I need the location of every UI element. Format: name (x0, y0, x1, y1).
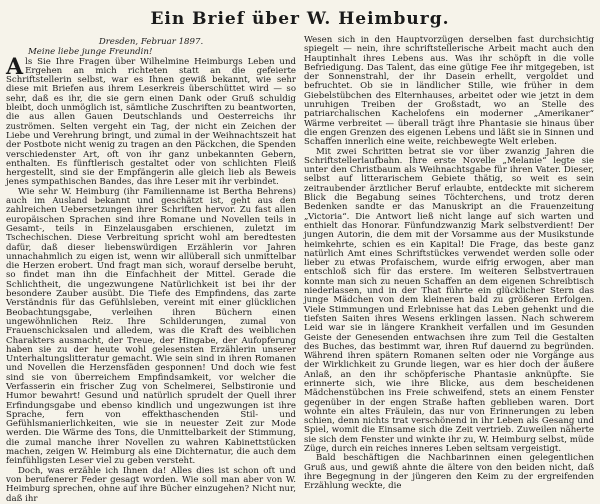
left-paragraph-3: Doch, was erzähle ich Ihnen da! Alles dies ist schon oft und von berufenerer Feder gesagt worden. Wie soll man aber von W. Heimburg sprechen, ohne auf ihre Bücher einzugehen? Nicht nur, daß ihr (6, 465, 296, 504)
left-paragraph-2: Wie sehr W. Heimburg (ihr Familienname ist Bertha Behrens) auch im Ausland bekannt und geschätzt ist, geht aus den zahlreichen Uebersetzungen ihrer Schriften hervor. Zu fast allen europäischen Sprachen sind ihre Romane und Novellen teils in Gesamt-, teils in Einzelausgaben erschienen, zuletzt im Tschechischen. Diese Verbreitung spricht wohl am beredtesten dafür, daß dieser liebenswürdigen Erzählerin vor Jahren unnachahmlich zu eigen ist, wenn wir allüberall sich unmittelbar die Herzen erobert. Und fragt man sich, worauf derselbe beruht, so findet man ihn die Einfachheit der Mittel. Gerade die Schlichtheit, die ungezwungene Natürlichkeit ist bei ihr der besondere Zauber ausübt. Die Tiefe des Empfindens, das zarte Verständnis für das Gefühlsleben, vereint mit einer glücklichen Beobachtungsgabe, verleihen ihren Büchern einen ungewöhnlichen Reiz. Ihre Schilderungen, zumal von Frauenschicksalen und alledem, was die Kraft des weiblichen Charakters ausmacht, der Treue, der Hingabe, der Aufopferung haben sie zu der heute wohl gelesensten Erzählerin unserer Unterhaltungslitteratur gemacht. Wie sein sind in ihren Romanen und Novellen die Herzensfäden gesponnen! Und doch wie fest sind sie von überreichem Empfindsamkeit, vor welcher die Verfasserin ein frischer Zug von Schelmerei, Selbstironie und Humor bewahrt! Gesund und natürlich sprudelt der Quell ihrer Erfindungsgabe und ebenso kindlich und ungezwungen ist ihre Sprache, fern von effekthaschenden Stil- und Gefühlsmanierlichkeiten, wie sie in neuester Zeit zur Mode werden. Die Wärme des Tons, die Unmittelbarkeit der Stimmung, die zumal manche ihrer Novellen zu wahren Kabinettstücken machen, zeigen W. Heimburg als eine Dichternatur, die auch dem feinfühligsten Leser viel zu geben versteht. (6, 186, 296, 467)
right-paragraph-3: Bald beschäftigen die Nachbarinnen einen gelegentlichen Gruß aus, und gewiß ahnte die ältere von den beiden nicht, daß ihre Begegnung in der jüngeren den Keim zu der ergreifenden Erzählung weckte, die (304, 453, 594, 492)
dateline: Dresden, Februar 1897. (98, 37, 204, 47)
right-column (304, 35, 594, 492)
left-paragraph-1: Als Sie Ihre Fragen über Wilhelmine Heimburgs Leben und Ergehen an mich richteten statt an die gefeierte Schriftstellerin selbst, war es Ihnen gewiß bekannt, wie sehr diese mit Briefen aus ihrem Leserkreis überschüttet wird — so sehr, daß es ihr, die sie gern einen Dank oder Gruß schuldig bleibt, doch unmöglich ist, sämtliche Zuschriften zu beantworten, die aus allen Gauen Deutschlands und Oesterreichs ihr zuströmen. Selten vergeht ein Tag, der nicht ein Zeichen der Liebe und Verehrung bringt, und zumal in der Weihnachtszeit hat der Postbote nicht wenig zu tragen an den Päckchen, die Spenden verschiedenster Art, oft von ihr ganz unbekannten Gebern, enthalten. Es fünftlerisch gestaltet oder von schlichten Fleiß hergestellt, sind sie der Empfängerin alle gleich lieb als Beweis jenes sympathischen Bandes, das ihre Leser mit ihr verbindet. (6, 53, 296, 188)
text-columns (6, 35, 594, 504)
left-column (6, 36, 296, 504)
right-paragraph-1: Wesen sich in den Hauptvorzügen derselben fast durchsichtig spiegelt — nein, ihre schriftstellerische Arbeit macht auch den Hauptinhalt ihres Lebens aus. Was ihr schöpft in die volle Befriedigung. Das Talent, das eine gütige Fee ihr mitgegeben, ist der Sonnenstrahl, der ihr Dasein erhellt, vergoldet und befruchtet. Ob sie in ländlicher Stille, wie früher in dem Giebelstübchen des Elternhauses, arbeitet oder wie jetzt in dem unruhigen Treiben der Großstadt, wo an Stelle des patriarchalischen Kachelofens ein moderner „Amerikaner“ Wärme verbreitet — überall trägt ihre Phantasie sie hinaus über die engen Grenzen des eigenen Lebens und läßt sie in Sinnen und Schaffen innerlich eine weite, reichbewegte Welt erleben. (304, 35, 594, 148)
right-paragraph-2: Mit zwei Schritten betrat sie vor über zwanzig Jahren die Schriftstellerlaufbahn. Ihre erste Novelle „Melanie“ legte sie unter den Christbaum als Weihnachtsgabe für ihren Vater. Dieser, selbst auf litterarischem Gebiete thätig, so weit es sein zeitraubender ärztlicher Beruf erlaubte, entdeckte mit sicherem Blick die Begabung seines Töchterchens, und trotz deren Bedenken sandte er das Manuskript an die Frauenzeitung „Victoria“. Die Antwort ließ nicht lange auf sich warten und enthielt das Honorar. Fünfundzwanzig Mark selbstverdient! Der jungen Autorin, die dem mit der Vorsamme aus der Musikstunde heimkehrte, schien es ein Kapital! Die Frage, das beste ganz natürlich Amt eines Schriftstückes verwendet werden solle oder lieber zu etwas Profaischem, wurde eifrig erwogen, aber man entschloß sich für das erstere. Im weiteren Selbstvertrauen konnte man sich zu neuen Schaffen an dem eigenen Schreibtisch niederlassen, und in der That führte ein glücklicher Stern das junge Mädchen von dem kleineren bald zu größeren Erfolgen. Viele Stimmungen und Erlebnisse hat das Leben gehenkt und die tiefsten Saiten ihres Wesens erklingen lassen. Nach schwerem Leid war sie in längere Krankheit verfallen und im Gesunden Geiste der Genesenden entwachsen ihre zum Teil die Gestalten des Buches, das bestimmt war, ihren Ruf dauernd zu begründen. Während ihren spätern Romanen selten oder nie Vorgänge aus der Wirklichkeit zu Grunde liegen, war es hier doch der äußere Anlaß, an den ihr schöpferische Phantasie anknüpfte. Sie erinnerte sich, wie ihre Blicke, aus dem bescheidenen Mädchenstübchen ins Freie schweifend, stets an einem Fenster gegenüber in der engen Straße haften geblieben waren. Dort wohnte ein altes Fräulein, das nur von Erinnerungen zu leben schien, denn nichts trat verschönend in ihr Leben als Gesang und Spiel, womit die Einsame sich die Zeit vertrieb. Zuweilen näherte sie sich dem Fenster und winkte ihr zu, W. Heimburg selbst, müde Züge, durch ein reiches inneres Leben seltsam vergeistigt. (304, 146, 594, 455)
article-title: Ein Brief über W. Heimburg. (150, 9, 450, 29)
greeting: Meine liebe junge Freundin! (28, 47, 153, 58)
